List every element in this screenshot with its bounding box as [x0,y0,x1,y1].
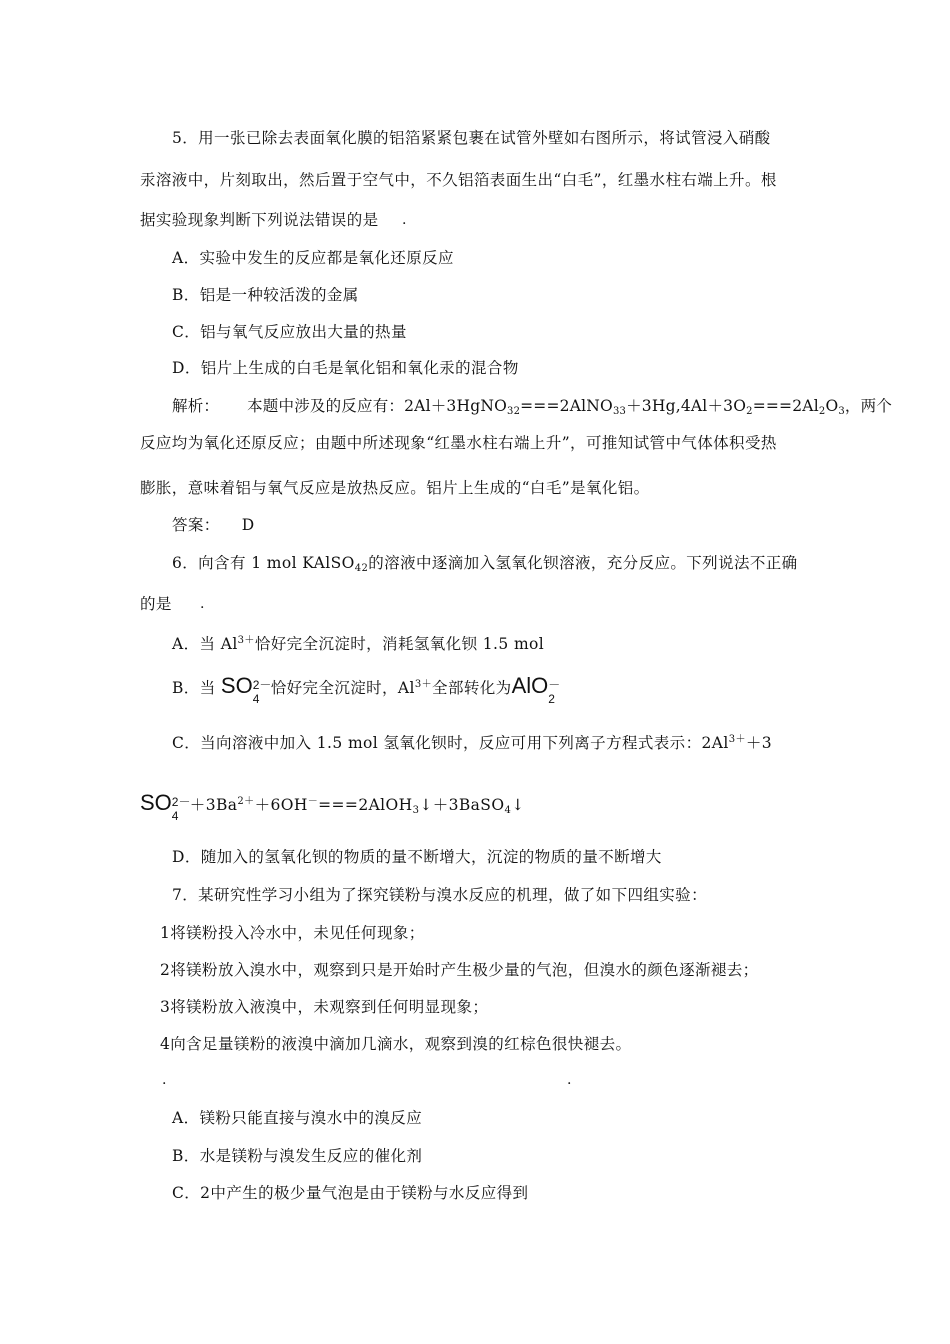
analysis-sub: 3 [838,406,845,417]
analysis-sub: 3 [619,406,627,417]
formula-charge [548,677,566,706]
analysis-text: ===2Al [752,397,819,415]
q6-stem-line1 [172,553,798,579]
analysis-text: ===2AlNO [520,397,613,415]
q6-sup: － [307,796,319,807]
q5-stem-line3 [140,210,379,230]
q5-option-a: A．实验中发生的反应都是氧化还原反应 [172,249,454,267]
q7-experiment-2: 2将镁粉放入溴水中，观察到只是开始时产生极少量的气泡，但溴水的颜色逐渐褪去； [160,961,759,979]
q6-text: 恰好完全沉淀时，Al [270,679,415,697]
q6-option-c-line1 [172,730,772,753]
q6-option-b [172,673,566,706]
analysis-text: 本题中涉及的反应有：2Al＋3HgNO [247,397,507,415]
q6-stem-line2: 的是 [140,595,172,613]
analysis-text: ，两个 [844,397,893,415]
q6-text: 全部转化为 [432,679,512,697]
q7-experiment-4: 4向含足量镁粉的液溴中滴加几滴水，观察到溴的红棕色很快褪去。 [160,1035,632,1053]
q7-blank-dot-left: . [162,1072,167,1088]
analysis-sub: 2 [818,406,826,417]
q6-text: A．当 Al [172,635,238,653]
q6-text: ↓＋3BaSO [419,796,505,814]
formula-sup: 2－ [252,678,272,692]
formula-sub: 4 [252,692,260,706]
q6-text: ↓ [511,796,525,814]
q5-option-b: B．铝是一种较活泼的金属 [172,286,359,304]
q7-option-a: A．镁粉只能直接与溴水中的溴反应 [172,1109,423,1127]
q5-stem-line1: 5．用一张已除去表面氧化膜的铝箔紧紧包裹在试管外壁如右图所示，将试管浸入硝酸 [172,129,771,147]
q6-text: ＋3Ba [189,796,238,814]
q6-sup: 2＋ [237,796,255,807]
q6-text: B．当 [172,679,216,697]
q5-blank-dot: . [402,212,407,228]
q6-option-a [172,631,544,654]
q6-sub: 3 [412,805,420,816]
q6-text: ＋6OH [254,796,308,814]
q5-option-d: D．铝片上生成的白毛是氧化铝和氧化汞的混合物 [172,359,519,377]
q7-blank-dot-right: . [567,1072,572,1088]
sulfate-formula [220,673,272,706]
formula-sub: 4 [171,809,179,823]
q6-sub: 4 [504,805,512,816]
q6-option-d: D．随加入的氢氧化钡的物质的量不断增大，沉淀的物质的量不断增大 [172,848,662,866]
q6-blank-dot: . [200,596,205,612]
q5-analysis-line2: 反应均为氧化还原反应；由题中所述现象“红墨水柱右端上升”，可推知试管中气体体积受热 [140,434,777,452]
q7-option-b: B．水是镁粉与溴发生反应的催化剂 [172,1147,423,1165]
q6-text: 6．向含有 1 mol KAlSO [172,554,355,572]
q6-text: ===2AlOH [318,796,413,814]
q6-text: ＋3 [745,734,773,752]
q6-text: C．当向溶液中加入 1.5 mol 氢氧化钡时，反应可用下列离子方程式表示：2Al [172,734,729,752]
analysis-text: O [825,397,839,415]
sulfate-formula [140,790,191,823]
q6-sup: 3＋ [728,734,746,745]
q6-text: 的溶液中逐滴加入氢氧化钡溶液，充分反应。下列说法不正确 [368,554,798,572]
q5-answer [172,515,255,535]
q7-experiment-1: 1将镁粉投入冷水中，未见任何现象； [160,924,425,942]
q5-analysis-label: 解析： [172,397,220,415]
q5-answer-label: 答案： [172,516,220,534]
formula-sub: 2 [548,692,555,706]
analysis-sub: 2 [746,406,753,417]
q5-analysis-line1 [172,396,892,422]
analysis-sub: 2 [513,406,521,417]
q6-sub: 4 [354,563,362,574]
q6-sup: 3＋ [237,635,255,646]
analysis-text: ＋3Hg,4Al＋3O [626,397,747,415]
q6-sub: 2 [361,563,369,574]
q6-sup: 3＋ [414,679,433,690]
q7-stem: 7．某研究性学习小组为了探究镁粉与溴水反应的机理，做了如下四组实验： [172,886,707,904]
aluminate-formula [511,673,567,706]
q6-option-c-line2 [140,792,525,821]
formula-text: SO [220,673,253,698]
analysis-sub: 3 [612,406,620,417]
q6-text: 恰好完全沉淀时，消耗氢氧化钡 1.5 mol [254,635,545,653]
q5-stem-line2: 汞溶液中，片刻取出，然后置于空气中，不久铝箔表面生出“白毛”，红墨水柱右端上升。根 [140,171,777,189]
q5-answer-value: D [241,516,255,534]
q5-option-c: C．铝与氧气反应放出大量的热量 [172,323,407,341]
analysis-sub: 3 [507,406,514,417]
formula-sup: － [548,678,561,692]
q5-analysis-line3: 膨胀，意味着铝与氧气反应是放热反应。铝片上生成的“白毛”是氧化铝。 [140,479,650,497]
q7-option-c: C．2中产生的极少量气泡是由于镁粉与水反应得到 [172,1184,529,1202]
formula-charge [252,677,272,706]
q5-stem-line3-text: 据实验现象判断下列说法错误的是 [140,211,379,229]
formula-text: AlO [511,673,549,698]
formula-text: SO [140,790,172,815]
formula-charge [171,794,191,823]
q7-experiment-3: 3将镁粉放入液溴中，未观察到任何明显现象； [160,998,489,1016]
formula-sup: 2－ [171,795,191,809]
